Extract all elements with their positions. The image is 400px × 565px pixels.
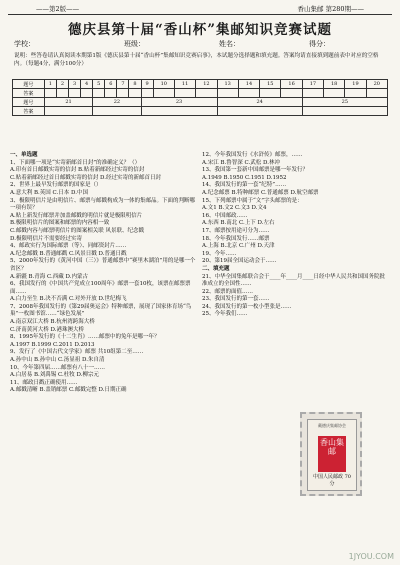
question-line: 23、我国发行的第一套…… [202,296,270,303]
cell: 2 [56,80,68,89]
answer-cell[interactable] [302,89,323,98]
cell: 16 [281,80,302,89]
answer-cell[interactable] [141,107,217,116]
school-label: 学校： [14,40,35,48]
question-line: 18、今年我国发行……邮票 [202,235,270,242]
answer-cell[interactable] [44,107,92,116]
answer-cell[interactable] [260,89,281,98]
question-line: 7、2008年我国发行的《第29届奥运会》特种邮票，展现了国家体育场“鸟巢”一枚图书馆……“绿色发展” [10,303,192,318]
header-right: 香山集邮 第280期—— [297,5,364,13]
question-line: C.济南黄河大桥 D.港珠澳大桥 [10,326,84,333]
cell: 13 [217,80,238,89]
question-line: A.白居易 B.刘禹锡 C.杜牧 D.柳宗元 [10,372,99,379]
cell: 8 [129,80,141,89]
answer-row-blank-2 [13,107,388,116]
question-line: A.新疆 B.青海 C.西藏 D.内蒙古 [10,273,88,280]
answer-cell[interactable] [129,89,141,98]
question-line: D.极限明信片不需要经过实寄 [10,235,82,242]
question-line: 6、我国发行的《中国共产党成立100周年》邮票一套10枚，该票在邮票票面…… [10,281,191,295]
answer-cell[interactable] [302,107,387,116]
answer-cell[interactable] [56,89,68,98]
answer-cell[interactable] [366,89,387,98]
question-line: 21、中华全国集邮联合会于____年____月____日经中华人民共和国国务院批准成立的全国性…… [202,273,386,288]
answer-cell[interactable] [345,89,366,98]
question-line: 16、中国邮政…… [202,212,248,219]
stamp-frame [307,419,357,491]
question-line: A.纪念邮票 B.特种邮票 C.普通邮票 D.航空邮票 [202,189,319,196]
cell: 18 [324,80,345,89]
cell: 1 [44,80,56,89]
answer-cell[interactable] [324,89,345,98]
question-line: A.宋江 B.鲁智深 C.武松 D.林冲 [202,159,280,166]
page-header [8,4,392,15]
cell: 11 [174,80,195,89]
answer-cell[interactable] [81,89,93,98]
section-heading: 一、单选题 [10,152,38,158]
answer-cell[interactable] [93,89,105,98]
answer-cell[interactable] [196,89,217,98]
question-line: 19、今年…… [202,250,237,257]
question-line: A.上海 B.北京 C.广州 D.天津 [202,243,275,250]
stamp-value: 中国人民邮政 70分 [313,474,351,487]
stamp-seal: 香山集邮 [318,436,346,472]
left-column [10,152,198,395]
cell: 7 [117,80,129,89]
answer-cell[interactable] [217,89,238,98]
cell: 17 [302,80,323,89]
question-line: A.1997 B.1999 C.2011 D.2013 [10,341,95,348]
answer-cell[interactable] [117,89,129,98]
question-line: 17、邮票按用途可分为…… [202,227,270,234]
instructions: 说明：些答卷请认真阅读本期第1版《德庆县第十届“香山杯”集邮知识竞赛启事》，本试题分选择题和填充题。答案均请直接填到题前表中对应的空格内。（每题4分，满分100分） [14,53,379,67]
cell: 9 [141,80,153,89]
question-line: A.印有首日邮戳实寄的信封 B.贴着新邮经过实寄的信封 [10,167,145,174]
row-label: 答案 [13,107,45,116]
question-line: 5、2000年发行的《黄河中国（三）》普通邮票中“赛里木湖泊”用的是哪一个省区？ [10,258,196,272]
question-line: 1、下面哪一项是“实寄新邮首日封”的准确定义？（） [10,159,141,166]
answer-table [12,79,388,116]
question-line: A.贴上新发行邮票并加盖邮戳的明信片就是极限明信片 [10,212,143,219]
cell: 14 [238,80,259,89]
question-line: A.南京双江大桥 B.杭州湾跨海大桥 [10,319,95,326]
cell: 22 [93,98,141,107]
question-line: 2、世界上最早发行邮票的国家是（） [10,182,102,189]
header-left: ——第2版—— [36,5,80,13]
cell: 24 [217,98,302,107]
question-line: A.孙中山 B.孙中山 C.汤显祖 D.朱自清 [10,357,105,364]
question-line: 15、下列邮票中属于“文”字头邮票的是： [202,197,303,204]
cell: 4 [81,80,93,89]
question-line: A.东西 B.南北 C.上下 D.左右 [202,220,275,227]
answer-cell[interactable] [105,89,117,98]
answer-row-numbers [13,80,388,89]
name-label: 姓名： [219,40,240,48]
question-line: 8、1995年发行的《十二生肖》……邮票中的兔年是哪一年？ [10,334,160,341]
answer-cell[interactable] [174,89,195,98]
answer-cell[interactable] [153,89,174,98]
question-line: 11、邮政日戳正确使用…… [10,379,78,386]
question-line: 20、第19届全国运动会于…… [202,258,277,265]
answer-cell[interactable] [93,107,141,116]
question-line: A.纪念邮戳 B.普通邮戳 C.风景日戳 D.普通日戳 [10,250,127,257]
cell: 10 [153,80,174,89]
score-label: 得分： [309,40,330,48]
question-line: 14、我国发行的第一套“纪特”…… [202,182,287,189]
cell: 12 [196,80,217,89]
question-line: 12、今年我国发行《水浒传》邮票，…… [202,152,303,158]
answer-cell[interactable] [141,89,153,98]
answer-cell[interactable] [217,107,302,116]
answer-cell[interactable] [69,89,81,98]
question-line: 10、今年第四届……邮票有八十一…… [10,364,105,371]
question-line: 9、发行了《中国古代文学家》邮票 共10组第二至…… [10,349,144,356]
question-line: 22、邮票的面值…… [202,288,253,295]
cell: 20 [366,80,387,89]
cell: 23 [141,98,217,107]
grade-label: 班级： [124,40,145,48]
right-column [202,152,390,319]
stamp-image [300,412,362,496]
row-label: 题号 [13,80,45,89]
answer-cell[interactable] [238,89,259,98]
question-line: A.1949 B.1950 C.1951 D.1952 [202,174,287,181]
question-line: A.意大利 B.英国 C.日本 D.中国 [10,189,88,196]
question-line: 24、我国发行的第一枚小型张是…… [202,303,292,310]
cell: 6 [105,80,117,89]
cell: 3 [69,80,81,89]
exam-title: 德庆县第十届“香山杯”集邮知识竞赛试题 [67,22,333,38]
cell: 15 [260,80,281,89]
cell: 5 [93,80,105,89]
answer-cell[interactable] [44,89,56,98]
question-line: C.贴着新邮经过首日邮戳实寄的信封 D.经过实寄的新邮首日封 [10,174,161,181]
row-label: 答案 [13,89,45,98]
question-line: 4、邮政实行为国际邮票（等）、同邮资封片…… [10,243,127,250]
answer-cell[interactable] [281,89,302,98]
section-heading: 二、填充题 [202,265,230,272]
question-line: 3、极限明信片是由明信片、邮票与邮戳构成为一体的集邮品。下面的判断哪一项有误？ [10,197,196,212]
answer-row-numbers-2 [13,98,388,107]
cell: 19 [345,80,366,89]
question-line: C.邮戳内容与邮票明信片的图案相关联 风景联、纪念戳 [10,227,145,234]
question-line: A.白力至生 B.决不否满 C.对外开放 D.世纪梅飞 [10,296,127,303]
stamp-caption: 戴德庆集邮协会 [318,423,346,428]
cell: 25 [302,98,387,107]
watermark: 1JYOU.COM [348,552,394,561]
answer-row-blank [13,89,388,98]
question-line: 13、我国第一套新中国邮票是哪一年发行？ [202,167,308,174]
question-line: A.文1 B.文2 C.文3 D.文4 [202,205,267,212]
question-line: B.极限明信片的图案和邮票的内容相一致 [10,220,110,227]
question-line: A.邮戳清晰 B.盖销邮票 C.邮戳完整 D.日期正确 [10,387,127,394]
cell: 21 [44,98,92,107]
row-label: 题号 [13,98,45,107]
question-line: 25、今年我们…… [202,311,248,318]
